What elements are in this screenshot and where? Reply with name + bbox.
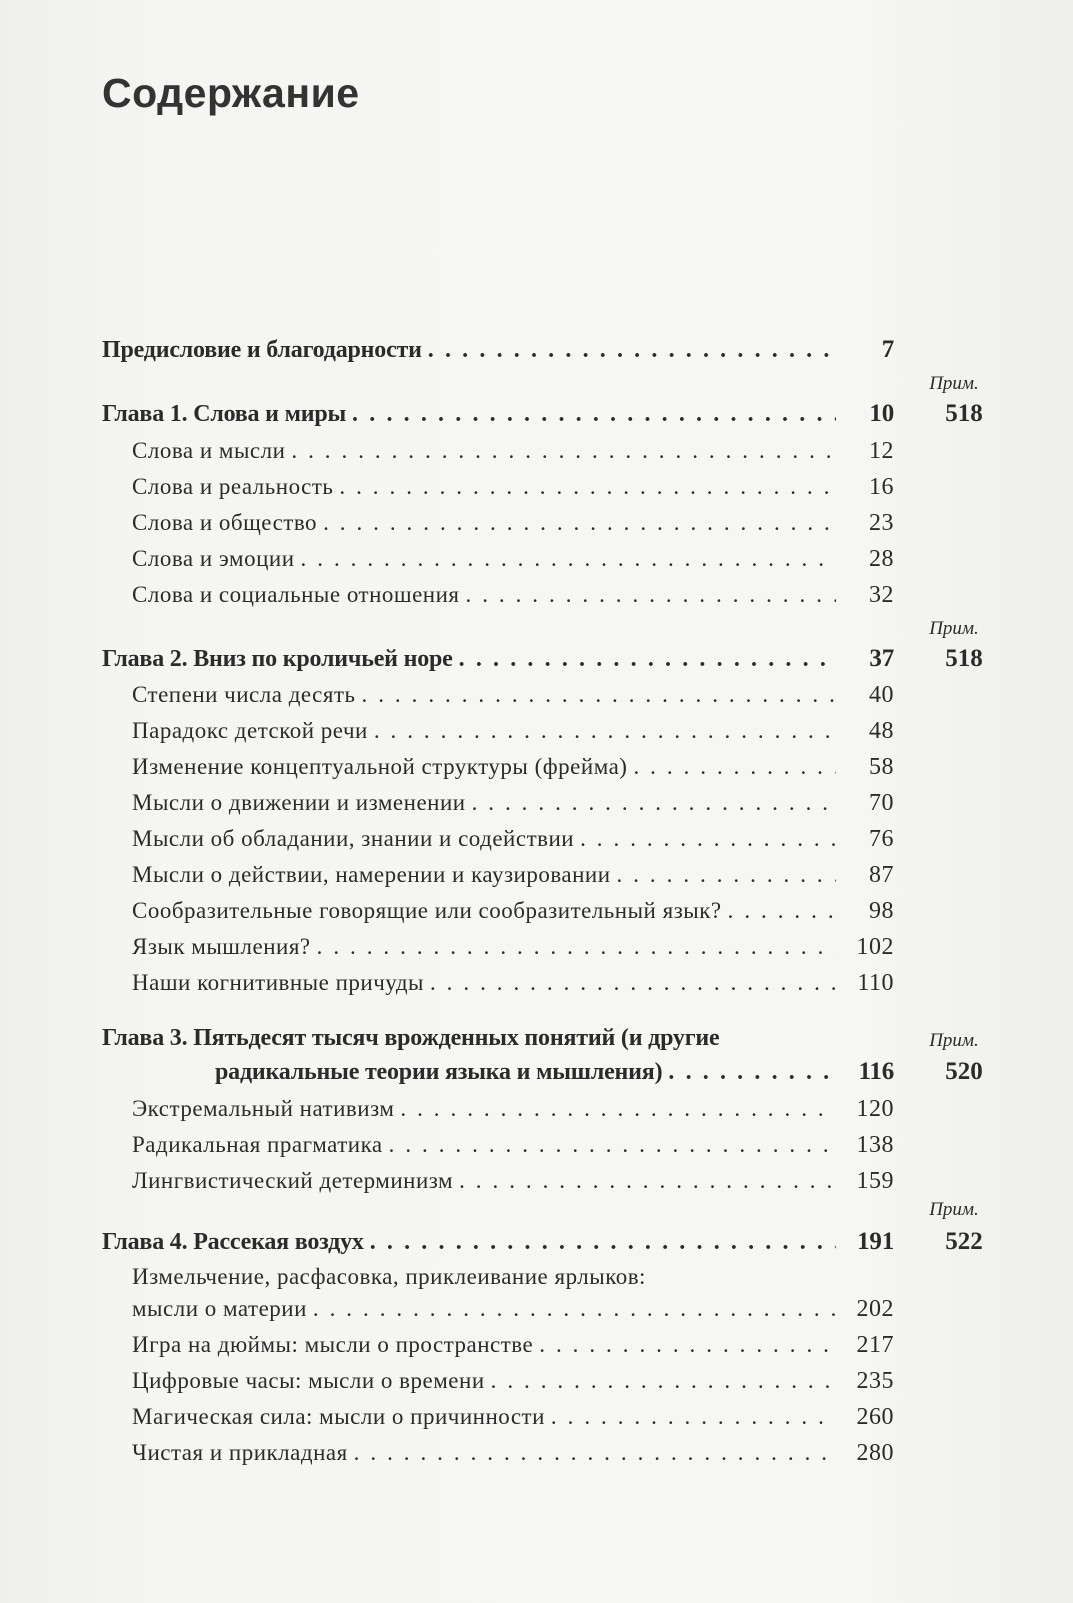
dot-leader [459,646,836,673]
section-page: 58 [869,754,894,780]
section-title: Наши когнитивные причуды [132,970,424,995]
section-title-line-2: мысли о материи [132,1296,307,1321]
dot-leader [617,862,836,888]
dot-leader [633,754,836,780]
toc-section[interactable] [132,754,894,781]
dot-leader [466,582,837,608]
section-title: Слова и реальность [132,474,334,499]
toc-chapter-4[interactable] [102,1228,894,1256]
section-title: Парадокс детской речи [132,718,368,743]
section-page: 16 [869,474,894,500]
chapter-title-line-1[interactable]: Глава 3. Пятьдесят тысяч врожденных понятий (и другие [102,1025,720,1051]
section-title: Чистая и прикладная [132,1440,348,1465]
section-page: 138 [856,1132,894,1158]
section-title: Слова и социальные отношения [132,582,460,607]
chapter-title: Глава 1. Слова и миры [102,401,347,427]
dot-leader [362,682,836,708]
dot-leader [339,474,836,500]
section-page: 159 [856,1168,894,1194]
toc-section[interactable] [132,682,894,709]
dot-leader [389,1132,836,1158]
dot-leader [430,970,836,996]
dot-leader [323,510,836,536]
section-page: 280 [856,1440,894,1466]
section-page: 70 [869,790,894,816]
section-page: 120 [856,1096,894,1122]
toc-chapter-3[interactable] [215,1058,894,1086]
section-title-line-1[interactable]: Измельчение, расфасовка, приклеивание ярлыков: [132,1264,646,1289]
toc-chapter-1[interactable] [102,400,894,428]
section-title: Слова и общество [132,510,318,535]
dot-leader [459,1168,836,1194]
dot-leader [291,438,836,464]
dot-leader [317,934,836,960]
section-page: 48 [869,718,894,744]
dot-leader [539,1332,836,1358]
section-title: Изменение концептуальной структуры (фрейма) [132,754,628,779]
notes-label: Прим. [929,618,979,639]
section-title: Слова и эмоции [132,546,295,571]
chapter-page: 191 [857,1228,894,1255]
toc-section[interactable] [132,1096,894,1123]
section-page: 32 [869,582,894,608]
toc-section[interactable] [132,826,894,853]
chapter-page: 37 [869,645,894,672]
dot-leader [491,1368,836,1394]
toc-section[interactable] [132,546,894,573]
dot-leader [374,718,836,744]
section-title: Сообразительные говорящие или сообразительный язык? [132,898,722,923]
dot-leader [668,1059,836,1086]
notes-label: Прим. [929,373,979,394]
section-page: 110 [857,970,894,996]
section-title: Магическая сила: мысли о причинности [132,1404,545,1429]
section-page: 87 [869,862,894,888]
toc-section[interactable] [132,1296,894,1323]
toc-entry-title: Предисловие и благодарности [102,337,422,363]
dot-leader [580,826,836,852]
dot-leader [354,1440,836,1466]
chapter-page: 116 [858,1058,894,1085]
notes-page: 520 [945,1058,983,1085]
toc-section[interactable] [132,510,894,537]
section-title: Лингвистический детерминизм [132,1168,454,1193]
dot-leader [313,1296,836,1322]
dot-leader [428,337,836,364]
toc-section[interactable] [132,862,894,889]
toc-section[interactable] [132,934,894,961]
section-title: Мысли о действии, намерении и каузировании [132,862,611,887]
dot-leader [352,401,836,428]
toc-section[interactable] [132,790,894,817]
dot-leader [301,546,836,572]
section-title: Радикальная прагматика [132,1132,383,1157]
toc-section[interactable] [132,1368,894,1395]
notes-page: 522 [945,1228,983,1255]
notes-label: Прим. [929,1199,979,1220]
notes-page: 518 [945,400,983,427]
section-page: 28 [869,546,894,572]
chapter-title-line-2: радикальные теории языка и мышления) [215,1059,663,1085]
dot-leader [400,1096,836,1122]
toc-section[interactable] [132,1332,894,1359]
section-title: Слова и мысли [132,438,286,463]
dot-leader [472,790,836,816]
section-page: 40 [869,682,894,708]
section-page: 202 [856,1296,894,1322]
section-page: 76 [869,826,894,852]
chapter-title: Глава 2. Вниз по кроличьей норе [102,646,453,672]
chapter-title: Глава 4. Рассекая воздух [102,1229,364,1255]
section-page: 102 [856,934,894,960]
toc-section[interactable] [132,898,894,925]
section-title: Экстремальный нативизм [132,1096,395,1121]
toc-section[interactable] [132,718,894,745]
dot-leader [728,898,836,924]
section-title: Мысли о движении и изменении [132,790,466,815]
toc-section[interactable] [132,438,894,465]
dot-leader [370,1229,836,1256]
section-page: 23 [869,510,894,536]
section-page: 235 [856,1368,894,1394]
toc-section[interactable] [132,1404,894,1431]
toc-section[interactable] [132,582,894,609]
section-title: Язык мышления? [132,934,311,959]
page-title: Содержание [102,70,360,116]
toc-section[interactable] [132,970,894,997]
section-page: 12 [869,438,894,464]
toc-entry-page: 7 [881,336,894,363]
notes-page: 518 [945,645,983,672]
notes-label: Прим. [929,1030,979,1051]
section-title: Игра на дюймы: мысли о пространстве [132,1332,534,1357]
dot-leader [551,1404,836,1430]
toc-section[interactable] [132,1168,894,1195]
section-page: 260 [856,1404,894,1430]
section-title: Степени числа десять [132,682,356,707]
toc-entry-preface[interactable] [102,336,894,364]
section-page: 217 [856,1332,894,1358]
toc-chapter-2[interactable] [102,645,894,673]
section-title: Мысли об обладании, знании и содействии [132,826,575,851]
chapter-page: 10 [869,400,894,427]
toc-section[interactable] [132,474,894,501]
toc-section[interactable] [132,1132,894,1159]
section-page: 98 [869,898,894,924]
section-title: Цифровые часы: мысли о времени [132,1368,485,1393]
toc-section[interactable] [132,1440,894,1467]
